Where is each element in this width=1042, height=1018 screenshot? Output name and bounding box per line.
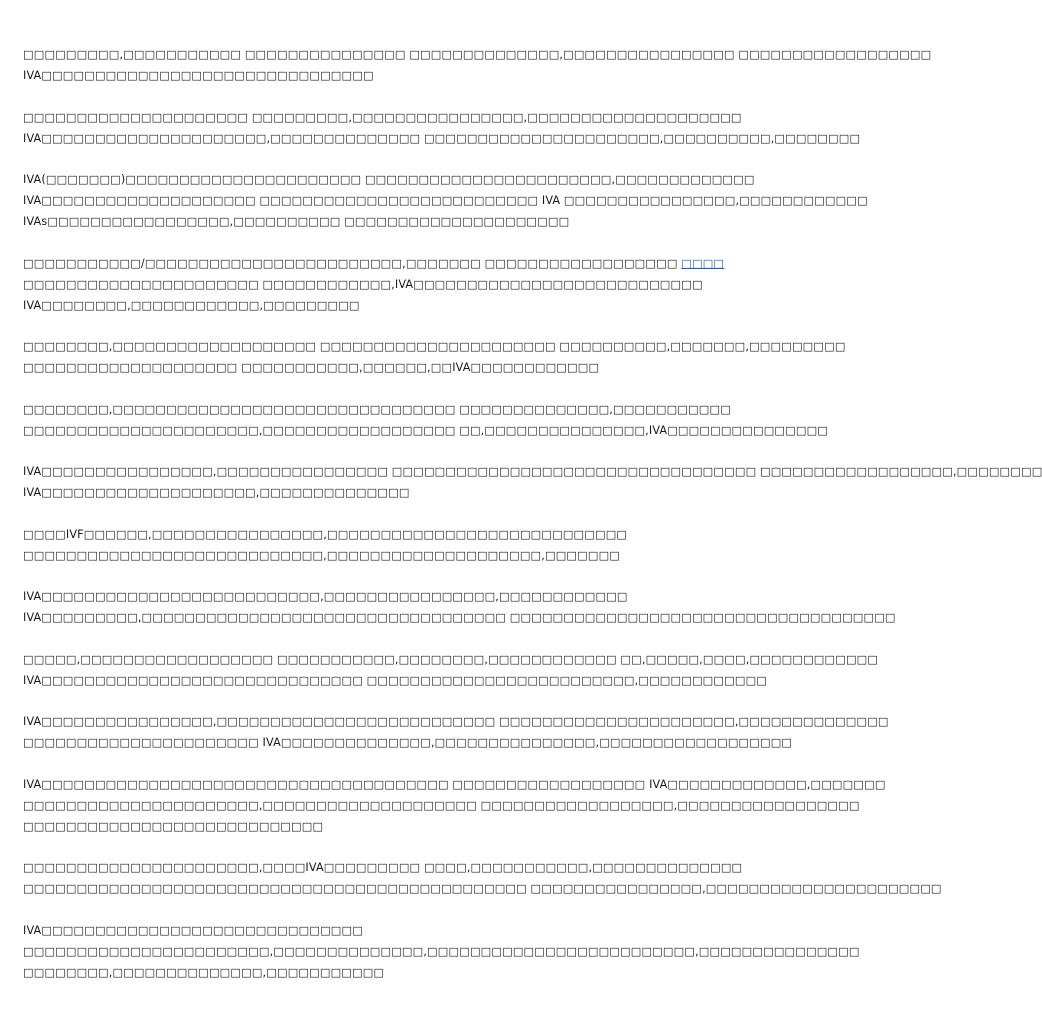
- paragraph-1: [23, 44, 932, 86]
- paragraph-10: [23, 649, 879, 691]
- paragraph-4: [23, 253, 725, 316]
- paragraph-3: [23, 169, 868, 232]
- text-line: □□□□□□□□□□□□□□□□□□□□□□,□□□□IVA□□□□□□□□□ □□□□,□□□□□□□□□□□,□□□□□□□□□□□□□□: [23, 861, 743, 874]
- text-line: □□□□□□□□□□□□□□□□□□□□□□□□□□□□: [23, 819, 324, 833]
- text-line: □□□□□□□□,□□□□□□□□□□□□□□□□□□□□□□□□□□□□□□□□ □□□□□□□□□□□□□□,□□□□□□□□□□□: [23, 402, 731, 416]
- text-line: □□□□□□□□,□□□□□□□□□□□□□□,□□□□□□□□□□□: [23, 965, 385, 979]
- text-line: IVA□□□□□□□□,□□□□□□□□□□□□,□□□□□□□□□: [23, 298, 360, 312]
- text-line: IVA□□□□□□□□□□□□□□□□□□□□□□□□□□□□□□ □□□□□□□□□□□□□□□□□□□□□□□□□,□□□□□□□□□□□□: [23, 673, 768, 687]
- text-line: IVA□□□□□□□□□□□□□□□□□□□□□□□□□□□□□□□: [23, 69, 374, 82]
- text-line: IVA□□□□□□□□□,□□□□□□□□□□□□□□□□□□□□□□□□□□□□□□□□□□ □□□□□□□□□□□□□□□□□□□□□□□□□□□□□□□□□□□□: [23, 611, 896, 624]
- text-segment: □□□□□□□□□□□/□□□□□□□□□□□□□□□□□□□□□□□□,□□□□□□□ □□□□□□□□□□□□□□□□□□: [23, 256, 678, 270]
- paragraph-11: [23, 711, 889, 753]
- paragraph-7: [23, 461, 1042, 503]
- document-body: [23, 44, 1042, 1003]
- text-line: □□□□IVF□□□□□□,□□□□□□□□□□□□□□□□,□□□□□□□□□□□□□□□□□□□□□□□□□□□□: [23, 527, 628, 541]
- paragraph-6: [23, 399, 829, 441]
- text-line: IVA□□□□□□□□□□□□□□□□□□□□□□□□□□□□□□: [23, 923, 363, 937]
- text-line: □□□□□□□□□□□□□□□□□□□□□□□□□□□□,□□□□□□□□□□□□□□□□□□□□,□□□□□□□: [23, 548, 621, 562]
- paragraph-13: [23, 857, 942, 899]
- text-line: IVA□□□□□□□□□□□□□□□□,□□□□□□□□□□□□□□□□ □□□□□□□□□□□□□□□□□□□□□□□□□□□□□□□□□□ □□□□□□□□□□□□□□□□□□,□□□□□□□□: [23, 465, 1042, 478]
- text-line: IVA□□□□□□□□□□□□□□□□□□□□□□□□□□□□□□□□□□□□□□ □□□□□□□□□□□□□□□□□□ IVA□□□□□□□□□□□□□,□□□□□□□: [23, 777, 886, 791]
- paragraph-9: [23, 586, 896, 628]
- text-line: IVA□□□□□□□□□□□□□□□□□□□□□,□□□□□□□□□□□□□□ □□□□□□□□□□□□□□□□□□□□□□,□□□□□□□□□□,□□□□□□□□: [23, 131, 861, 145]
- text-line: □□□□□□□□,□□□□□□□□□□□□□□□□□□□ □□□□□□□□□□□□□□□□□□□□□□ □□□□□□□□□□,□□□□□□□,□□□□□□□□□: [23, 340, 846, 353]
- text-line: □□□□□□□□□□□□□□□□□□□□□□,□□□□□□□□□□□□□□□□□□□□ □□□□□□□□□□□□□□□□□□,□□□□□□□□□□□□□□□□□: [23, 798, 860, 812]
- text-line: □□□□□,□□□□□□□□□□□□□□□□□□ □□□□□□□□□□□,□□□□□□□□,□□□□□□□□□□□□ □□,□□□□□,□□□□,□□□□□□□□□□□□: [23, 652, 879, 666]
- inline-link[interactable]: □□□□: [681, 256, 725, 270]
- text-line: □□□□□□□□□□□□□□□□□□□□□□□□□□□□□□□□□□□□□□□□□□□□□□□ □□□□□□□□□□□□□□□□,□□□□□□□□□□□□□□□□□□□□□□: [23, 882, 942, 895]
- text-line: IVA□□□□□□□□□□□□□□□□□□□□,□□□□□□□□□□□□□□: [23, 486, 410, 499]
- text-line: □□□□□□□□□□□□□□□□□□□□□□□,□□□□□□□□□□□□□□,□□□□□□□□□□□□□□□□□□□□□□□□□,□□□□□□□□□□□□□□□: [23, 944, 860, 958]
- text-line: IVAs□□□□□□□□□□□□□□□□□,□□□□□□□□□□ □□□□□□□□□□□□□□□□□□□□□: [23, 215, 570, 228]
- text-line: □□□□□□□□□□□□□□□□□□□□□□,□□□□□□□□□□□□□□□□□□ □□,□□□□□□□□□□□□□□□,IVA□□□□□□□□□□□□□□□: [23, 423, 829, 437]
- text-line: IVA(□□□□□□□)□□□□□□□□□□□□□□□□□□□□□□ □□□□□□□□□□□□□□□□□□□□□□□,□□□□□□□□□□□□□: [23, 173, 755, 186]
- paragraph-5: [23, 336, 846, 378]
- text-line: □□□□□□□□□,□□□□□□□□□□□ □□□□□□□□□□□□□□□ □□□□□□□□□□□□□□,□□□□□□□□□□□□□□□□ □□□□□□□□□□□□□□□□□□: [23, 48, 932, 61]
- text-line: □□□□□□□□□□□□□□□□□□□□□ □□□□□□□□□,□□□□□□□□□□□□□□□□,□□□□□□□□□□□□□□□□□□□□: [23, 110, 742, 124]
- text-line: IVA□□□□□□□□□□□□□□□□,□□□□□□□□□□□□□□□□□□□□□□□□□□ □□□□□□□□□□□□□□□□□□□□□□,□□□□□□□□□□□□□□: [23, 715, 889, 728]
- text-line: □□□□□□□□□□□□□□□□□□□□□□ □□□□□□□□□□□□,IVA□□□□□□□□□□□□□□□□□□□□□□□□□□□: [23, 277, 703, 291]
- text-line: □□□□□□□□□□□□□□□□□□□□□□ IVA□□□□□□□□□□□□□□,□□□□□□□□□□□□□□□,□□□□□□□□□□□□□□□□□□: [23, 736, 793, 749]
- paragraph-2: [23, 107, 861, 149]
- paragraph-12: [23, 774, 886, 837]
- text-line: IVA□□□□□□□□□□□□□□□□□□□□ □□□□□□□□□□□□□□□□□□□□□□□□□□ IVA □□□□□□□□□□□□□□□□,□□□□□□□□□□□□: [23, 194, 868, 207]
- text-line: IVA□□□□□□□□□□□□□□□□□□□□□□□□□□,□□□□□□□□□□□□□□□□,□□□□□□□□□□□□: [23, 590, 628, 603]
- paragraph-8: [23, 524, 703, 566]
- paragraph-14: [23, 920, 860, 983]
- text-line: □□□□□□□□□□□□□□□□□□□□ □□□□□□□□□□□,□□□□□□,□□IVA□□□□□□□□□□□□: [23, 361, 600, 374]
- text-line-with-link: [23, 253, 725, 274]
